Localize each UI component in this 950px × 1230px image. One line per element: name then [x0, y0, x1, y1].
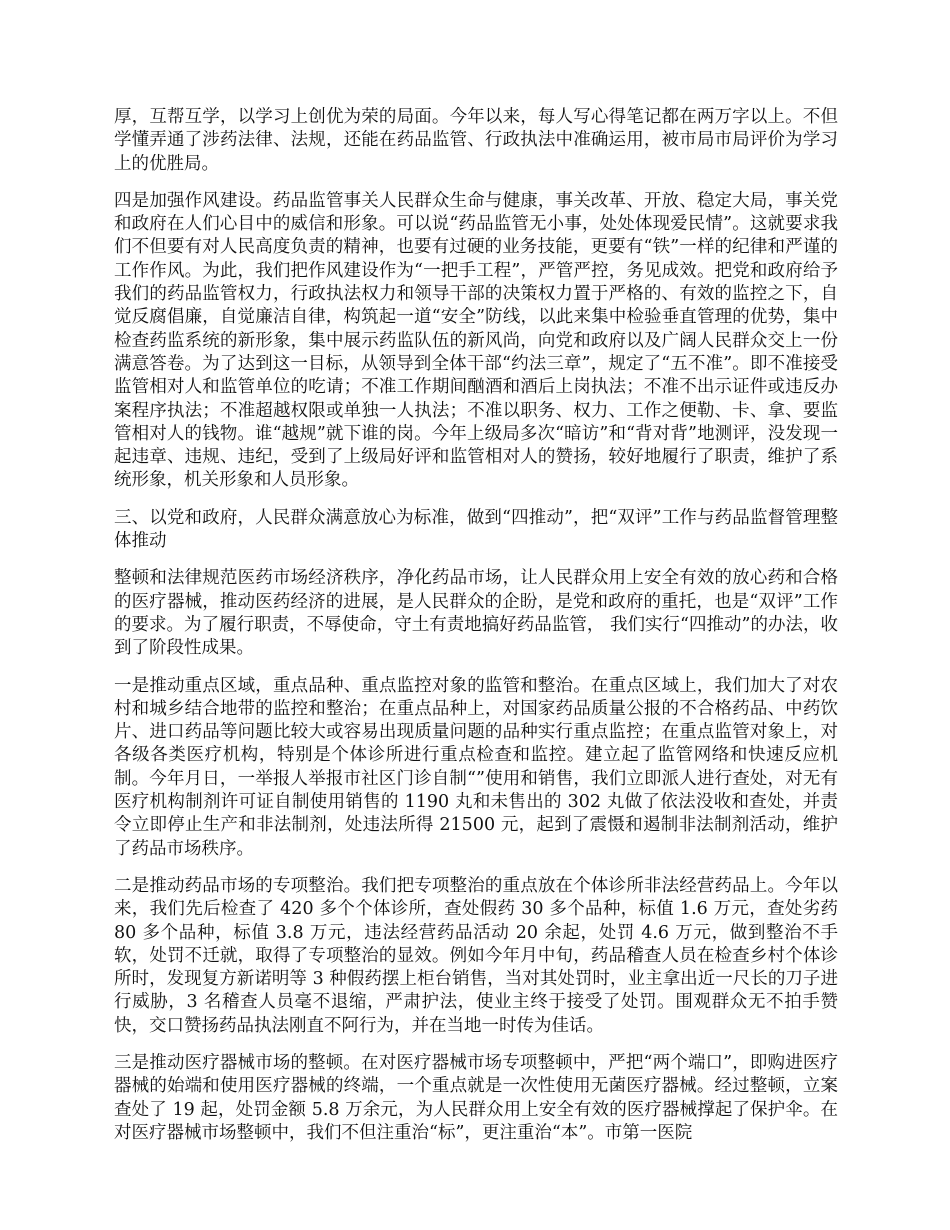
paragraph-study-results: 厚，互帮互学，以学习上创优为荣的局面。今年以来，每人写心得笔记都在两万字以上。不但学懂弄通了涉药法律、法规，还能在药品监管、行政执法中准确运用，被市局市局评价为学习上的优胜局。: [114, 107, 838, 174]
paragraph-work-style: 四是加强作风建设。药品监管事关人民群众生命与健康，事关改革、开放、稳定大局，事关党和政府在人们心目中的威信和形象。可以说“药品监管无小事，处处体现爱民情”。这就要求我们不但要有对人民高度负责的精神，也要有过硬的业务技能，更要有“铁”一样的纪律和严谨的工作作风。为此，我们把作风建设作为“一把手工程”，严管严控，务见成效。把党和政府给予我们的药品监管权力，行政执法权力和领导干部的决策权力置于严格的、有效的监控之下，自觉反腐倡廉，自觉廉洁自律，构筑起一道“安全”防线，以此来集中检验垂直管理的优势，集中检查药监系统的新形象，集中展示药监队伍的新风尚，向党和政府以及广阔人民群众交上一份满意答卷。为了达到这一目标，从领导到全体干部“约法三章”，规定了“五不准”。即不准接受监管相对人和监管单位的吃请；不准工作期间酗酒和酒后上岗执法；不准不出示证件或违反办案程序执法；不准超越权限或单独一人执法；不准以职务、权力、工作之便勒、卡、拿、要监管相对人的钱物。谁“越规”就下谁的岗。今年上级局多次“暗访”和“背对背”地测评，没发现一起违章、违规、违纪，受到了上级局好评和监管相对人的赞扬，较好地履行了职责，维护了系统形象，机关形象和人员形象。: [114, 190, 838, 491]
paragraph-market-order: 整顿和法律规范医药市场经济秩序，净化药品市场，让人民群众用上安全有效的放心药和合格的医疗器械，推动医药经济的进展，是人民群众的企盼，是党和政府的重托，也是“双评”工作的要求。为了履行职责，不辱使命，守土有责地搞好药品监管， 我们实行“四推动”的办法，收到了阶段性成果。: [114, 568, 838, 659]
paragraph-medical-devices: 三是推动医疗器械市场的整顿。在对医疗器械市场专项整顿中，严把“两个端口”，即购进医疗器械的始端和使用医疗器械的终端，一个重点就是一次性使用无菌医疗器械。经过整顿，立案查处了 19 起，处罚金额 5.8 万余元，为人民群众用上安全有效的医疗器械撑起了保护伞。在对医疗器械市场整顿中，我们不但注重治“标”，更注重治“本”。市第一医院: [114, 1052, 838, 1143]
section-heading-four-promotions: 三、以党和政府，人民群众满意放心为标准，做到“四推动”，把“双评”工作与药品监督管理整体推动: [114, 507, 838, 552]
paragraph-key-supervision: 一是推动重点区域，重点品种、重点监控对象的监管和整治。在重点区域上，我们加大了对农村和城乡结合地带的监控和整治；在重点品种上，对国家药品质量公报的不合格药品、中药饮片、进口药品等问题比较大或容易出现质量问题的品种实行重点监控；在重点监管对象上，对各级各类医疗机构，特别是个体诊所进行重点检查和监控。建立起了监管网络和快速反应机制。今年月日，一举报人举报市社区门诊自制“”使用和销售，我们立即派人进行查处，对无有医疗机构制剂许可证自制使用销售的 1190 丸和未售出的 302 丸做了依法没收和查处，并责令立即停止生产和非法制剂，处违法所得 21500 元，起到了震慑和遏制非法制剂活动，维护了药品市场秩序。: [114, 675, 838, 859]
paragraph-special-rectification: 二是推动药品市场的专项整治。我们把专项整治的重点放在个体诊所非法经营药品上。今年以来，我们先后检查了 420 多个个体诊所，查处假药 30 多个品种，标值 1.6 万元，查处劣药 80 多个品种，标值 3.8 万元，违法经营药品活动 20 余起，处罚 4.6 万元，做到整治不手软，处罚不迁就，取得了专项整治的显效。例如今年月中旬，药品稽查人员在检查乡村个体诊所时，发现复方新诺明等 3 种假药摆上柜台销售，当对其处罚时，业主拿出近一尺长的刀子进行威胁，3 名稽查人员毫不退缩，严肃护法，使业主终于接受了处罚。围观群众无不拍手赞快，交口赞扬药品执法刚直不阿行为，并在当地一时传为佳话。: [114, 875, 838, 1036]
document-page: [114, 106, 838, 1159]
